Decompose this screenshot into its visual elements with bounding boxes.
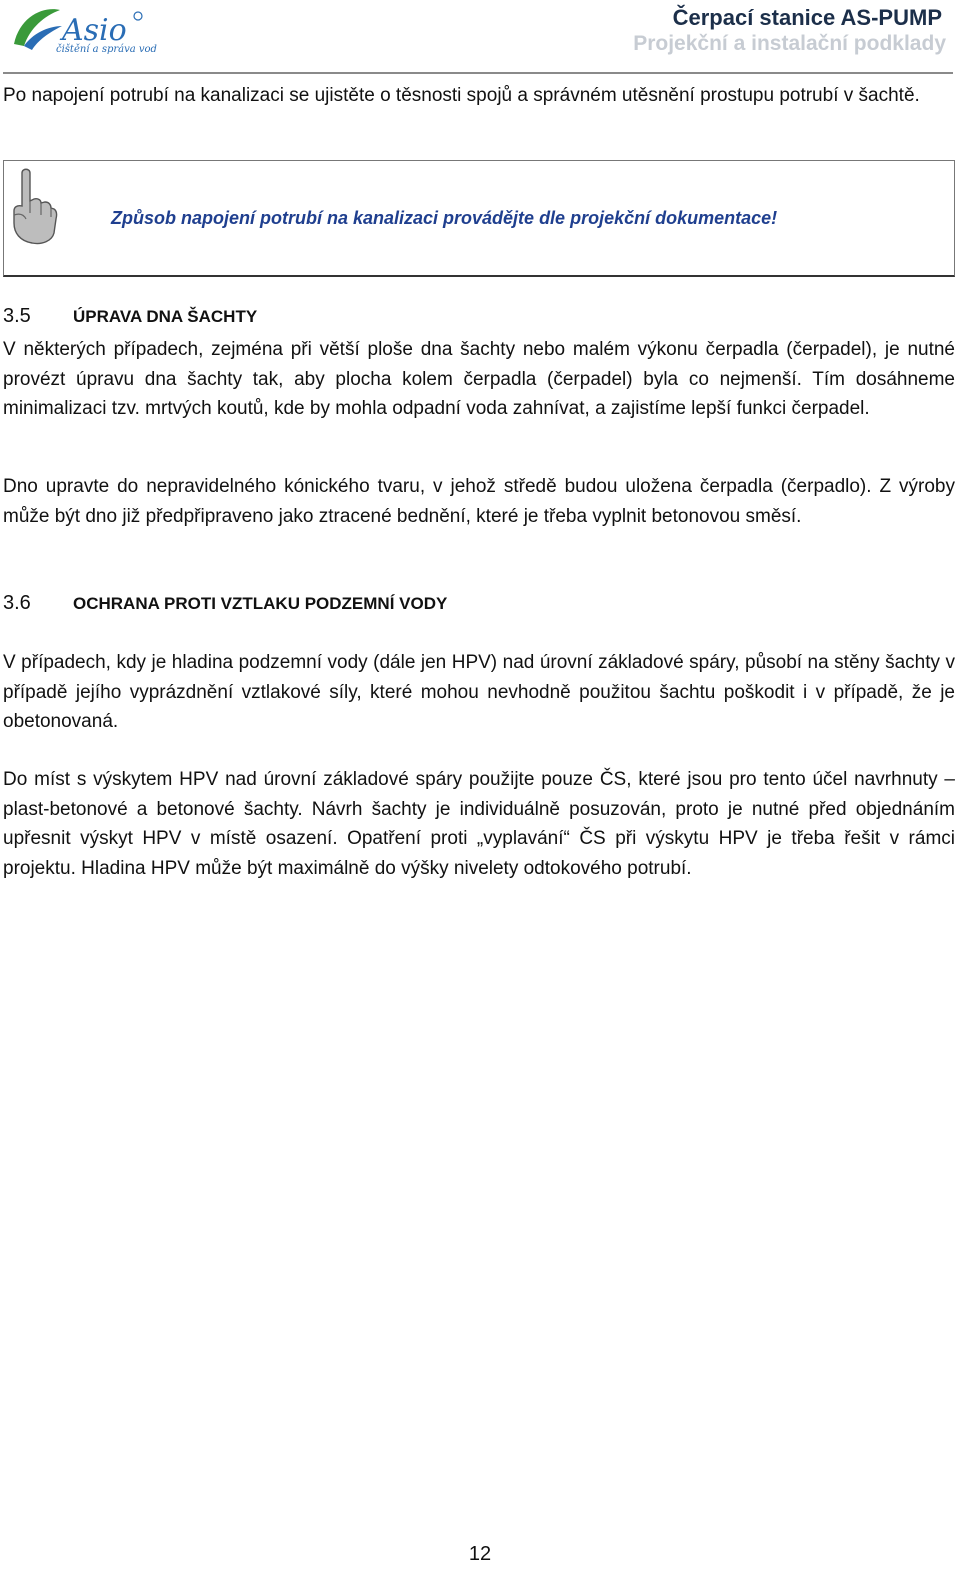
section-heading-3-5 <box>3 305 257 328</box>
header-divider <box>3 72 953 74</box>
section-3-6-paragraph-2: Do míst s výskytem HPV nad úrovní základové spáry použijte pouze ČS, které jsou pro tento účel navrhnuty – plast-betonové a betonové šachty. Návrh šachty je individuálně posuzován, proto je nutné před objednáním upřesnit výskyt HPV v místě osazení. Opatření proti „vyplavání“ ČS při výskytu HPV je třeba řešit v rámci projektu. Hladina HPV může být maximálně do výšky nivelety odtokového potrubí. <box>3 769 955 879</box>
logo-tagline: čištění a správa vod <box>56 44 157 55</box>
section-title: OCHRANA PROTI VZTLAKU PODZEMNÍ VODY <box>73 594 448 613</box>
document-title: Čerpací stanice AS-PUMP <box>672 5 942 30</box>
document-subtitle: Projekční a instalační podklady <box>633 32 946 55</box>
note-text: Způsob napojení potrubí na kanalizaci provádějte dle projekční dokumentace! <box>111 208 778 228</box>
intro-paragraph: Po napojení potrubí na kanalizaci se ujistěte o těsnosti spojů a správném utěsnění prostupu potrubí v šachtě. <box>3 85 920 106</box>
section-title: ÚPRAVA DNA ŠACHTY <box>73 307 258 326</box>
section-number: 3.5 <box>3 305 31 327</box>
section-3-5-paragraph-1: V některých případech, zejména při větší ploše dna šachty nebo malém výkonu čerpadla (čerpadel), je nutné provézt úpravu dna šachty tak, aby plocha kolem čerpadla (čerpadel) byla co nejmenší. Tím dosáhneme minimalizaci tzv. mrtvých koutů, kde by mohla odpadní voda zahnívat, a zajistíme lepší funkci čerpadel. <box>3 339 955 419</box>
warning-note-box <box>3 160 955 277</box>
svg-text:Asio: Asio <box>62 13 127 48</box>
raised-finger-hand-icon <box>8 165 58 245</box>
section-number: 3.6 <box>3 592 31 614</box>
page-number: 12 <box>468 1543 492 1565</box>
section-3-6-paragraph-1: V případech, kdy je hladina podzemní vody (dále jen HPV) nad úrovní základové spáry, působí na stěny šachty v případě jejího vyprázdnění vztlakové síly, které mohou nevhodně použitou šachtu poškodit i v případě, že je obetonovaná. <box>3 652 955 732</box>
section-3-5-paragraph-2: Dno upravte do nepravidelného kónického tvaru, v jehož středě budou uložena čerpadla (čerpadlo). Z výroby může být dno již předpřipraveno jako ztracené bednění, které je třeba vyplnit betonovou směsí. <box>3 476 955 527</box>
section-heading-3-6 <box>3 592 447 615</box>
page-header <box>0 0 960 75</box>
